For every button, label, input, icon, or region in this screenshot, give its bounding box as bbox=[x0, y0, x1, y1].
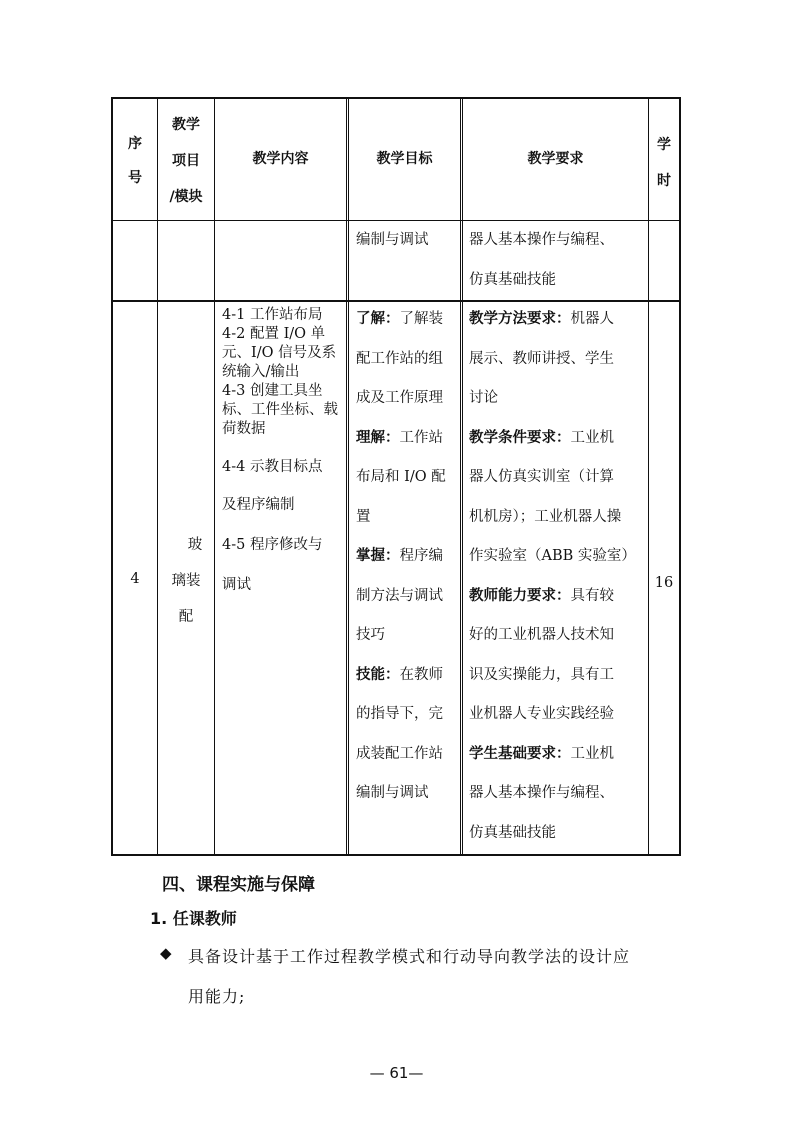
bold-label: 教学方法要求： bbox=[469, 311, 571, 327]
row-divider bbox=[111, 300, 681, 302]
bold-label: 教学条件要求： bbox=[469, 429, 571, 446]
col-divider bbox=[462, 97, 463, 856]
bullet-text-line: 具备设计基于工作过程教学模式和行动导向教学法的设计应 bbox=[188, 947, 631, 966]
cell-line bbox=[356, 625, 385, 645]
col-divider bbox=[348, 97, 349, 856]
course-table bbox=[111, 97, 681, 856]
table-border-top bbox=[111, 97, 681, 99]
line-text: 配工作站的组 bbox=[356, 350, 443, 367]
cell-line bbox=[469, 744, 614, 764]
section-title: 四、课程实施与保障 bbox=[162, 875, 315, 895]
header-hours-line: 时 bbox=[657, 173, 671, 189]
line-text: 业机器人专业实践经验 bbox=[469, 706, 614, 722]
cell-line bbox=[469, 586, 614, 606]
cell-line bbox=[469, 388, 498, 408]
cell-line bbox=[469, 823, 556, 843]
bold-label: 掌握： bbox=[356, 548, 400, 564]
header-content: 教学内容 bbox=[252, 151, 309, 167]
content-line: 4-5 程序修改与 bbox=[222, 537, 323, 553]
line-text: 机机房）；工业机器人操 bbox=[469, 508, 622, 525]
header-project-line: 项目 bbox=[172, 153, 200, 169]
cell-line: 仿真基础技能 bbox=[469, 272, 556, 288]
cell-line bbox=[469, 309, 614, 329]
header-hours-line: 学 bbox=[657, 137, 671, 153]
cell-line bbox=[356, 507, 371, 527]
line-text: 器人仿真实训室（计算 bbox=[469, 469, 614, 485]
row4-content bbox=[222, 305, 346, 635]
bold-label: 学生基础要求： bbox=[469, 745, 571, 762]
cell-line bbox=[469, 704, 614, 724]
row4-seq: 4 bbox=[130, 571, 140, 587]
bold-label: 理解： bbox=[356, 429, 400, 446]
cell-line bbox=[469, 665, 614, 685]
cell-line bbox=[356, 546, 443, 566]
line-text: 了解装 bbox=[399, 311, 443, 327]
cell-line bbox=[356, 586, 443, 606]
table-border-left bbox=[111, 97, 113, 856]
content-line: 及程序编制 bbox=[222, 497, 295, 513]
line-text: 置 bbox=[356, 508, 371, 525]
line-text: 在教师 bbox=[399, 666, 443, 683]
bold-label: 教师能力要求： bbox=[469, 587, 571, 604]
header-seq bbox=[113, 127, 157, 195]
bullet-text-line: 用能力; bbox=[188, 987, 246, 1006]
cell-line bbox=[356, 704, 443, 724]
content-line: 标、工件坐标、载 bbox=[222, 402, 338, 418]
line-text: 工作站 bbox=[399, 429, 443, 446]
cell-line bbox=[356, 744, 443, 764]
cell-line bbox=[356, 309, 443, 329]
table-border-bottom bbox=[111, 854, 681, 856]
line-text: 的指导下，完 bbox=[356, 706, 443, 722]
cell-line: 器人基本操作与编程、 bbox=[469, 232, 614, 248]
cell-line bbox=[469, 467, 614, 487]
cell-line: 玻 bbox=[187, 537, 203, 553]
header-goal: 教学目标 bbox=[376, 151, 433, 167]
line-text: 展示、教师讲授、学生 bbox=[469, 350, 614, 367]
line-text: 工业机 bbox=[570, 429, 614, 446]
content-line: 4-1 工作站布局 bbox=[222, 307, 323, 323]
line-text: 布局和 I/O 配 bbox=[356, 469, 446, 485]
content-line: 4-3 创建工具坐 bbox=[222, 383, 323, 399]
col-divider bbox=[214, 97, 215, 856]
cell-line bbox=[469, 546, 636, 566]
cell-line bbox=[469, 507, 621, 527]
cell-line bbox=[469, 625, 614, 645]
diamond-bullet-icon: ◆ bbox=[160, 944, 172, 962]
cell-line bbox=[356, 665, 443, 685]
line-text: 机器人 bbox=[570, 311, 614, 327]
table-border-right bbox=[679, 97, 681, 856]
header-seq-line: 序 bbox=[128, 136, 142, 152]
row4-project bbox=[158, 527, 214, 635]
content-line: 调试 bbox=[222, 577, 251, 593]
cell-line bbox=[356, 388, 443, 408]
row4-hours: 16 bbox=[654, 575, 674, 591]
line-text: 识及实操能力，具有工 bbox=[469, 666, 614, 683]
header-hours bbox=[649, 127, 679, 199]
header-requirement: 教学要求 bbox=[527, 151, 584, 167]
line-text: 技巧 bbox=[356, 627, 385, 643]
line-text: 工业机 bbox=[570, 745, 614, 762]
cell-line bbox=[356, 428, 443, 448]
cell-line bbox=[469, 428, 614, 448]
line-text: 好的工业机器人技术知 bbox=[469, 627, 614, 643]
content-line: 荷数据 bbox=[222, 421, 266, 437]
header-project bbox=[158, 107, 214, 215]
subsection-title: 1. 任课教师 bbox=[150, 909, 237, 928]
content-line: 4-4 示教目标点 bbox=[222, 459, 323, 475]
line-text: 仿真基础技能 bbox=[469, 824, 556, 841]
cont-requirement-cell bbox=[469, 220, 614, 300]
line-text: 具有较 bbox=[570, 587, 614, 604]
header-project-line: 教学 bbox=[172, 117, 200, 133]
content-line: 4-2 配置 I/O 单 bbox=[222, 326, 326, 342]
col-divider bbox=[346, 97, 347, 856]
header-project-line: /模块 bbox=[169, 189, 203, 205]
bold-label: 技能： bbox=[356, 666, 400, 683]
cell-line bbox=[356, 467, 446, 487]
line-text: 器人基本操作与编程、 bbox=[469, 785, 614, 801]
line-text: 作实验室（ABB 实验室） bbox=[469, 548, 636, 564]
col-divider bbox=[648, 97, 649, 856]
bold-label: 了解： bbox=[356, 311, 400, 327]
line-text: 制方法与调试 bbox=[356, 587, 443, 604]
line-text: 成及工作原理 bbox=[356, 390, 443, 406]
cell-line bbox=[356, 349, 443, 369]
content-line: 元、I/O 信号及系 bbox=[222, 345, 337, 361]
cell-line bbox=[469, 349, 614, 369]
cell-line: 璃装 bbox=[171, 573, 201, 589]
content-line: 统输入/输出 bbox=[222, 364, 300, 380]
cell-line: 配 bbox=[178, 609, 194, 625]
col-divider bbox=[460, 97, 461, 856]
header-seq-line: 号 bbox=[128, 170, 142, 186]
cell-line bbox=[469, 783, 614, 803]
line-text: 讨论 bbox=[469, 390, 498, 406]
line-text: 成装配工作站 bbox=[356, 745, 443, 762]
cell-line bbox=[356, 783, 429, 803]
line-text: 程序编 bbox=[399, 548, 443, 564]
line-text: 编制与调试 bbox=[356, 785, 429, 801]
cell-line: 编制与调试 bbox=[356, 232, 429, 248]
cont-goal-cell bbox=[356, 230, 429, 250]
page-number: — 61— bbox=[369, 1064, 424, 1082]
